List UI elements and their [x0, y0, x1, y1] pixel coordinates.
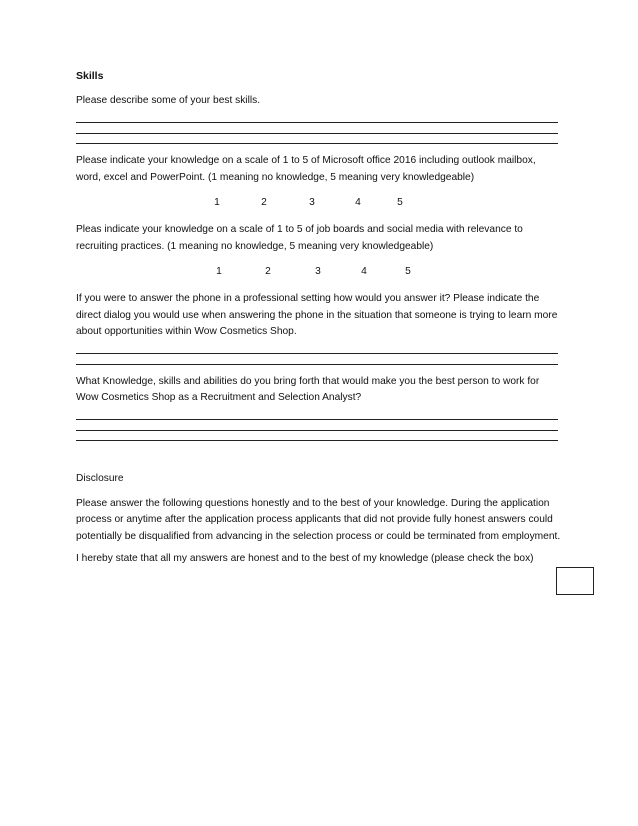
answer-line[interactable]	[76, 431, 558, 442]
answer-line[interactable]	[76, 134, 558, 145]
ksa-question	[76, 374, 562, 442]
answer-line[interactable]	[76, 123, 558, 134]
rating-option-2[interactable]: 2	[265, 266, 271, 277]
skills-prompt: Please describe some of your best skills.	[76, 95, 261, 106]
phone-question	[76, 291, 562, 365]
rating-option-4[interactable]: 4	[361, 266, 367, 277]
rating-option-1[interactable]: 1	[216, 266, 222, 277]
rating-option-5[interactable]: 5	[405, 266, 411, 277]
ksa-question-text: What Knowledge, skills and abilities do you bring forth that would make you the best person to work for Wow Cosmetics Shop as a Recruitment and Selection Analyst?	[76, 375, 540, 403]
answer-line[interactable]	[76, 113, 558, 124]
answer-line[interactable]	[76, 354, 558, 365]
skills-heading: Skills	[76, 70, 104, 82]
rating-option-1[interactable]: 1	[214, 197, 220, 208]
office-rating-scale	[76, 197, 562, 211]
ksa-answer-lines[interactable]	[76, 410, 562, 442]
jobboards-question-text: Pleas indicate your knowledge on a scale of 1 to 5 of job boards and social media with relevance to recruiting practices. (1 meaning no knowledge, 5 meaning very knowledgeable)	[76, 224, 523, 252]
answer-line[interactable]	[76, 410, 558, 421]
rating-option-5[interactable]: 5	[397, 197, 403, 208]
form-page	[76, 70, 562, 568]
rating-option-2[interactable]: 2	[261, 197, 267, 208]
office-question	[76, 153, 562, 211]
answer-line[interactable]	[76, 420, 558, 431]
phone-answer-lines[interactable]	[76, 344, 562, 365]
rating-option-4[interactable]: 4	[355, 197, 361, 208]
disclosure-text: Please answer the following questions honestly and to the best of your knowledge. During the application process or anytime after the application process applicants that did not provide fully honest answers could potentially be disqualified from advancing in the selection process or could be terminated from employment.	[76, 497, 561, 542]
jobboards-question	[76, 222, 562, 280]
rating-option-3[interactable]: 3	[309, 197, 315, 208]
disclosure-section	[76, 471, 562, 568]
rating-option-3[interactable]: 3	[315, 266, 321, 277]
disclosure-statement: I hereby state that all my answers are honest and to the best of my knowledge (please check the box)	[76, 553, 534, 564]
jobboards-rating-scale	[76, 266, 562, 280]
phone-question-text: If you were to answer the phone in a professional setting how would you answer it? Please indicate the direct dialog you would use when answering the phone in the situation that someone is trying to learn more about opportunities within Wow Cosmetics Shop.	[76, 293, 558, 337]
answer-line[interactable]	[76, 344, 558, 355]
skills-answer-lines[interactable]	[76, 113, 562, 145]
office-question-text: Please indicate your knowledge on a scale of 1 to 5 of Microsoft office 2016 including outlook mailbox, word, excel and PowerPoint. (1 meaning no knowledge, 5 meaning very knowledgeable)	[76, 155, 536, 183]
honesty-checkbox[interactable]	[556, 567, 594, 595]
disclosure-heading: Disclosure	[76, 473, 124, 484]
